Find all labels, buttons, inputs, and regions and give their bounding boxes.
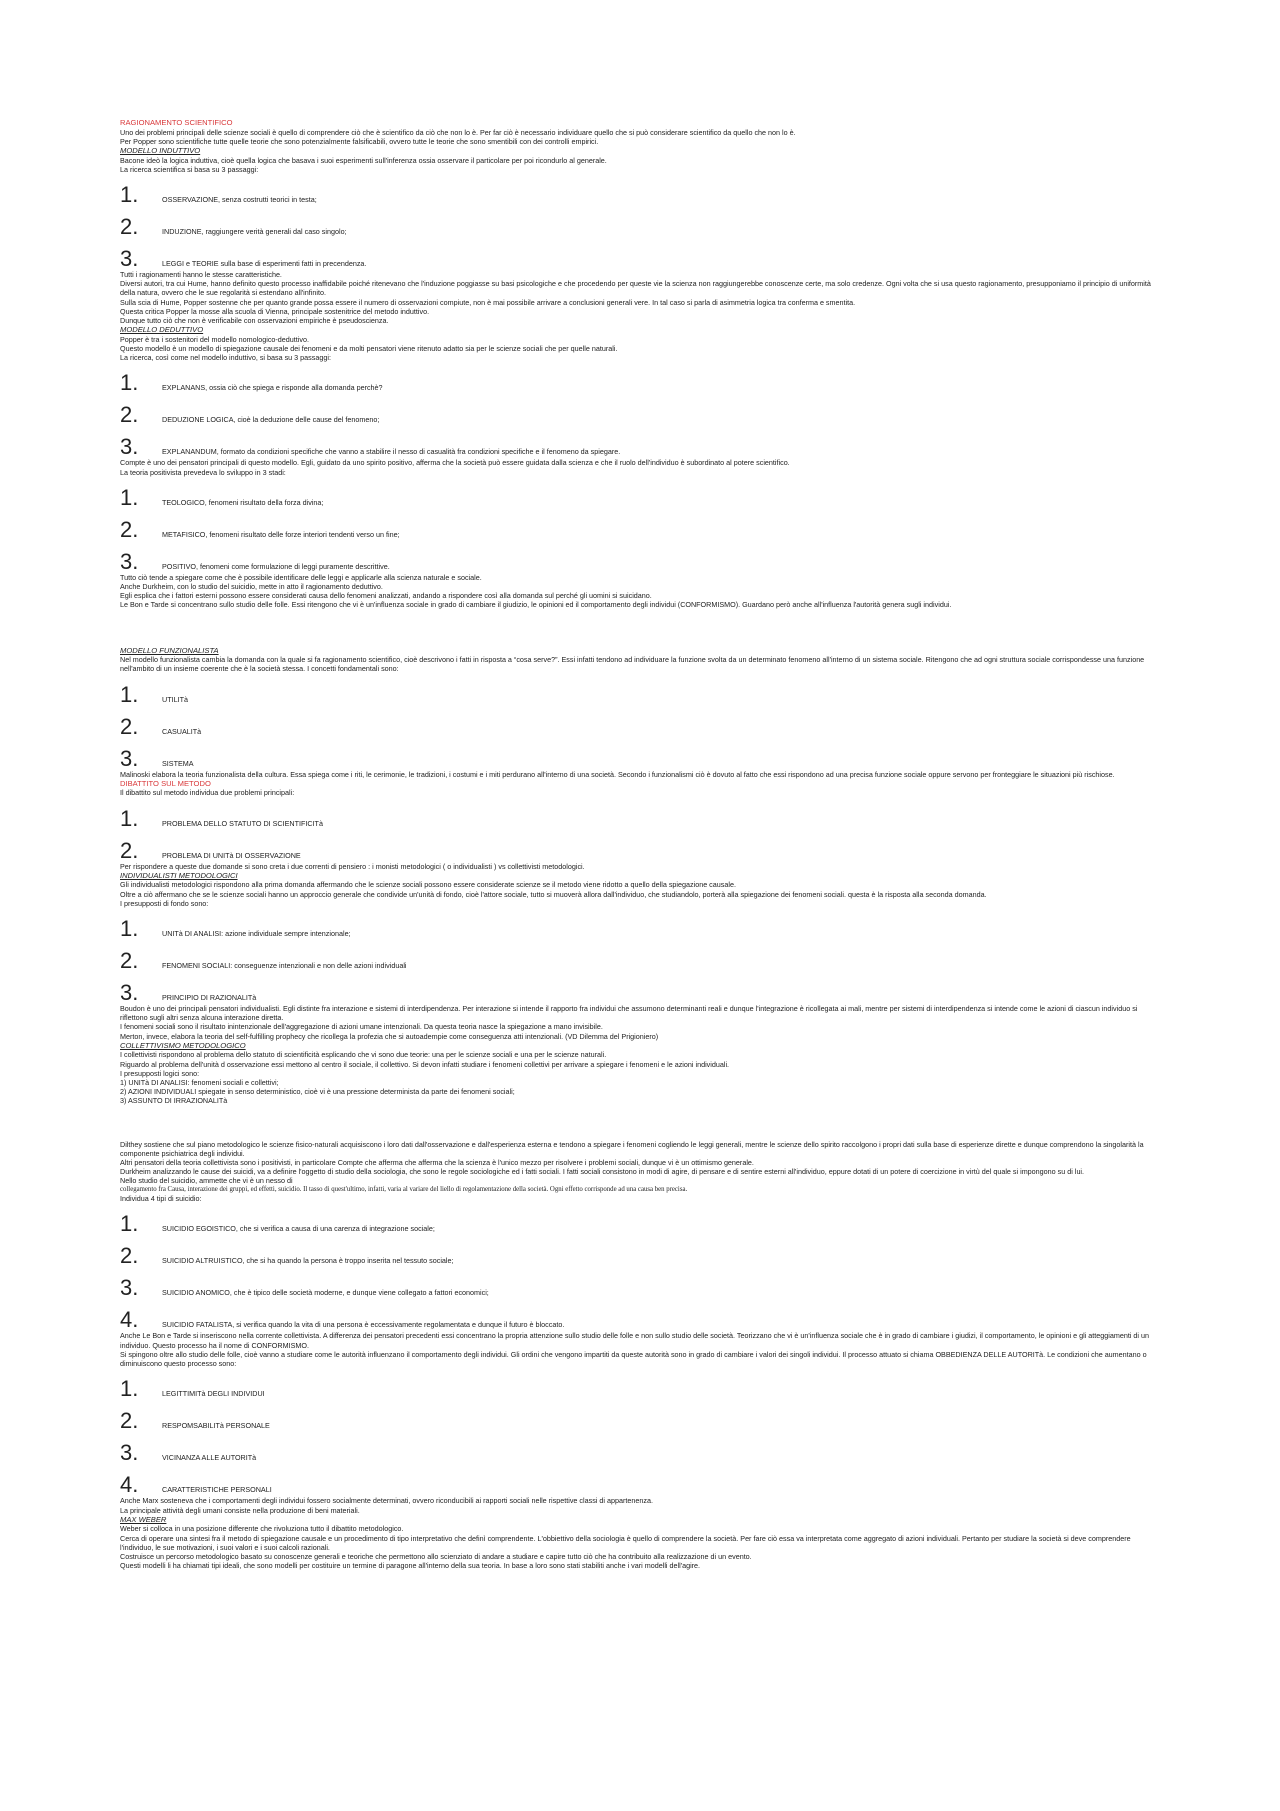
list-item xyxy=(120,394,1160,426)
list-item xyxy=(120,706,1160,738)
paragraph: I collettivisti rispondono al problema dello statuto di scientificità esplicando che vi sono due teorie: una per le scienze sociali e una per le scienze naturali. xyxy=(120,1050,607,1060)
section-heading: COLLETTIVISMO METODOLOGICO xyxy=(120,1040,246,1050)
list-number: 1. xyxy=(120,1376,139,1402)
paragraph: Questi modelli li ha chiamati tipi ideali, che sono modelli per costituire un termine di paragone all'interno della sua teoria. In base a loro sono stati stabiliti anche i vari modelli dell'agire. xyxy=(120,1561,701,1571)
list-text: LEGITTIMITà DEGLI INDIVIDUI xyxy=(162,1389,265,1399)
paragraph: Uno dei problemi principali delle scienze sociali è quello di comprendere ciò che è scientifico da ciò che non lo è. Per far ciò è necessario individuare quello che si può considerare scientifico da quello che non lo è. xyxy=(120,127,796,137)
list-item xyxy=(120,1267,1160,1299)
list-text: PROBLEMA DI UNITà DI OSSERVAZIONE xyxy=(162,850,301,860)
list-number: 3. xyxy=(120,434,139,460)
list-item xyxy=(120,1464,1160,1496)
paragraph: Costruisce un percorso metodologico basato su conoscenze generali e teoriche che permettono allo scienziato di andare a studiare e capire tutto ciò che ha contribuito alla realizzazione di un evento. xyxy=(120,1551,752,1561)
paragraph: Tutti i ragionamenti hanno le stesse caratteristiche. xyxy=(120,270,282,279)
list-item xyxy=(120,206,1160,238)
list-text: DEDUZIONE LOGICA, cioè la deduzione delle cause del fenomeno; xyxy=(162,415,380,425)
list-item xyxy=(120,509,1160,541)
paragraph: Dunque tutto ciò che non è verificabile con osservazioni empiriche è pseudoscienza. xyxy=(120,316,389,326)
paragraph: Compte è uno dei pensatori principali di questo modello. Egli, guidato da uno spirito positivo, afferma che la società può essere guidata dalla scienza e che il ruolo dell'individuo è subordinato al potere scientifico. xyxy=(120,458,790,468)
paragraph: Tutto ciò tende a spiegare come che è possibile identificare delle leggi e applicarle alla scienza naturale e sociale. xyxy=(120,572,482,582)
section-heading: MODELLO DEDUTTIVO xyxy=(120,325,204,335)
paragraph: Egli esplica che i fattori esterni possono essere considerati causa dello fenomeni analizzati, andando a rispondere così alla domanda sul perché gli uomini si suicidano. xyxy=(120,591,652,601)
list-number: 3. xyxy=(120,1440,139,1466)
paragraph: La principale attività degli umani consiste nella produzione di beni materiali. xyxy=(120,1505,360,1515)
list-item xyxy=(120,362,1160,394)
list-item xyxy=(120,1400,1160,1432)
section-title: RAGIONAMENTO SCIENTIFICO xyxy=(120,118,233,127)
list-text: LEGGI e TEORIE sulla base di esperimenti fatti in precendenza. xyxy=(162,259,367,268)
paragraph: Anche Le Bon e Tarde si inseriscono nella corrente collettivista. A differenza dei pensatori precedenti essi concentrano la propria attenzione sullo studio delle folle e non sullo studio delle società. Teorizzano che vi è un'influenza sociale che è in grado di cambiare i giudizi, il comportamento, le opinioni e gli atteggiamenti di un individuo. Questo processo ha il nome di CONFORMISMO. xyxy=(120,1331,1150,1350)
list-text: SISTEMA xyxy=(162,758,194,768)
list-item xyxy=(120,1203,1160,1235)
paragraph: Le Bon e Tarde si concentrano sullo studio delle folle. Essi ritengono che vi è un'influenza sociale in grado di cambiare il giudizio, le opinioni ed il comportamento degli individui (CONFORMISMO). Guardano però anche all'influenza l'autorità genera sugli individui. xyxy=(120,600,952,610)
list-text: FENOMENI SOCIALI: conseguenze intenzionali e non delle azioni individuali xyxy=(162,961,407,971)
list-text: VICINANZA ALLE AUTORITà xyxy=(162,1453,257,1463)
list-text: TEOLOGICO, fenomeni risultato della forza divina; xyxy=(162,497,324,507)
paragraph: I presupposti logici sono: xyxy=(120,1068,200,1078)
list-text: UTILITà xyxy=(162,694,188,704)
paragraph: Bacone ideò la logica induttiva, cioè quella logica che basava i suoi esperimenti sull'inferenza ossia osservare il particolare per poi ricondurlo al generale. xyxy=(120,155,607,165)
list-text: SUICIDIO ALTRUISTICO, che si ha quando la persona è troppo inserita nel tessuto sociale; xyxy=(162,1256,454,1266)
paragraph: Diversi autori, tra cui Hume, hanno definito questo processo inaffidabile poiché ritenevano che l'induzione poggiasse su basi psicologiche e che procedendo per queste vie la scienza non raggiungerebbe conoscenze certe, ma solo credenze. Ogni volta che si usa questo ragionamento, presupponiamo il principio di uniformità della natura, ovvero che le sue regolarità si estendano all'infinito. xyxy=(120,279,1151,298)
paragraph: Individua 4 tipi di suicidio: xyxy=(120,1194,202,1204)
list-item xyxy=(120,940,1160,972)
section-heading: INDIVIDUALISTI METODOLOGICI xyxy=(120,870,238,880)
section-title: DIBATTITO SUL METODO xyxy=(120,778,211,788)
section-heading: MAX WEBER xyxy=(120,1514,167,1524)
paragraph: Per rispondere a queste due domande si sono creta i due correnti di pensiero : i monisti metodologici ( o individualisti ) vs collettivisti metodologici. xyxy=(120,861,585,871)
list-item xyxy=(120,541,1160,573)
document-page xyxy=(120,118,1160,1570)
list-number: 3. xyxy=(120,246,139,271)
list-text: SUICIDIO FATALISTA, si verifica quando la vita di una persona è eccessivamente regolamentata e dunque il futuro è bloccato. xyxy=(162,1320,565,1330)
paragraph: Sulla scia di Hume, Popper sostenne che per quanto grande possa essere il numero di osservazioni compiute, non è mai possibile arrivare a conclusioni generali vere. In tal caso si parla di asimmetria logica tra conferma e smentita. xyxy=(120,297,856,307)
paragraph: 2) AZIONI INDIVIDUALI spiegate in senso deterministico, cioè vi è una pressione determinista da parte dei fenomeni sociali; xyxy=(120,1087,515,1097)
paragraph: Questo modello è un modello di spiegazione causale dei fenomeni e da molti pensatori viene ritenuto adatto sia per le scienze sociali che per quelle naturali. xyxy=(120,344,618,354)
list-number: 1. xyxy=(120,805,139,831)
list-text: OSSERVAZIONE, senza costrutti teorici in testa; xyxy=(162,195,317,204)
list-number: 1. xyxy=(120,182,139,207)
paragraph: Weber si colloca in una posizione differente che rivoluziona tutto il dibattito metodologico. xyxy=(120,1524,404,1534)
list-text: PRINCIPIO DI RAZIONALITà xyxy=(162,993,257,1003)
list-number: 1. xyxy=(120,484,139,510)
list-item xyxy=(120,798,1160,830)
list-text: SUICIDIO EGOISTICO, che si verifica a causa di una carenza di integrazione sociale; xyxy=(162,1224,435,1234)
list-number: 1. xyxy=(120,370,139,396)
paragraph: Malinoski elabora la teoria funzionalista della cultura. Essa spiega come i riti, le cerimonie, le tradizioni, i costumi e i miti perdurano all'interno di una società. Secondo i funzionalismi ciò è dovuto al fatto che essi rispondono ad una precisa funzione sociale oppure servono per fronteggiare le situazioni più rischiose. xyxy=(120,769,1115,779)
list-item xyxy=(120,238,1160,270)
paragraph: Merton, invece, elabora la teoria del self-fulfilling prophecy che ricollega la profezia che si autoadempie come conseguenza atti intenzionali. (VD Dilemma del Prigioniero) xyxy=(120,1031,659,1041)
paragraph: La ricerca scientifica si basa su 3 passaggi: xyxy=(120,164,259,174)
paragraph: La teoria positivista prevedeva lo sviluppo in 3 stadi: xyxy=(120,467,286,477)
list-number: 3. xyxy=(120,1275,139,1301)
paragraph: Si spingono oltre allo studio delle folle, cioè vanno a studiare come le autorità influenzano il comportamento degli individui. Gli ordini che vengono impartiti da queste autorità sono in grado di cambiare i valori dei singoli individui. Il processo attuato si chiama OBBEDIENZA DELLE AUTORITà. Le condizioni che aumentano o diminuiscono questo processo sono: xyxy=(120,1349,1147,1369)
list-number: 2. xyxy=(120,948,139,974)
list-text: CASUALITà xyxy=(162,726,202,736)
list-text: PROBLEMA DELLO STATUTO DI SCIENTIFICITà xyxy=(162,818,323,828)
paragraph: I fenomeni sociali sono il risultato inintenzionale dell'aggregazione di azioni umane intenzionali. Da questa teoria nasce la spiegazione a mano invisibile. xyxy=(120,1022,603,1032)
list-number: 2. xyxy=(120,1408,139,1434)
list-text: EXPLANANS, ossia ciò che spiega e risponde alla domanda perchè? xyxy=(162,383,383,393)
paragraph: Durkheim analizzando le cause dei suicidi, va a definire l'oggetto di studio della sociologia, che sono le regole sociologiche ed i fatti sociali. I fatti sociali consistono in modi di agire, di pensare e di sentire esterni all'individuo, eppure dotati di un potere di coercizione in virtù del quale si impongono su di lui. xyxy=(120,1167,1085,1177)
paragraph: Anche Durkheim, con lo studio del suicidio, mette in atto il ragionamento deduttivo. xyxy=(120,582,383,592)
spacer xyxy=(120,610,1160,646)
list-number: 3. xyxy=(120,980,139,1006)
list-number: 2. xyxy=(120,837,139,863)
list-number: 2. xyxy=(120,402,139,428)
list-item xyxy=(120,1299,1160,1331)
list-number: 1. xyxy=(120,681,139,707)
list-item xyxy=(120,972,1160,1004)
list-item xyxy=(120,830,1160,862)
list-text: EXPLANANDUM, formato da condizioni specifiche che vanno a stabilire il nesso di casualità fra condizioni specifiche e il fenomeno da spiegare. xyxy=(162,447,621,457)
list-number: 1. xyxy=(120,916,139,942)
section-heading: MODELLO INDUTTIVO xyxy=(120,146,201,155)
paragraph: Riguardo al problema dell'unità d osservazione essi mettono al centro il sociale, il collettivo. Si devon infatti studiare i fenomeni collettivi per arrivare a spiegare i fenomeni e le azioni individuali. xyxy=(120,1059,730,1069)
paragraph: collegamento fra Causa, interazione dei gruppi, ed effetti, suicidio. Il tasso di quest'ultimo, infatti, varia al variare del liello di regolamentazione della società. Ogni effetto corrisponde ad una causa ben precisa. xyxy=(120,1185,688,1193)
paragraph: Anche Marx sosteneva che i comportamenti degli individui fossero socialmente determinati, ovvero riconducibili ai rapporti sociali nelle rispettive classi di appartenenza. xyxy=(120,1496,653,1506)
paragraph: La ricerca, così come nel modello induttivo, si basa su 3 passaggi: xyxy=(120,353,331,363)
list-number: 2. xyxy=(120,1243,139,1269)
paragraph: Altri pensatori della teoria collettivista sono i positivisti, in particolare Compte che afferma che afferma che la scienza è l'unico mezzo per risolvere i problemi sociali, dunque vi è un ottimismo generale. xyxy=(120,1158,754,1168)
list-item xyxy=(120,674,1160,706)
paragraph: Nello studio del suicidio, ammette che vi è un nesso di xyxy=(120,1176,293,1186)
paragraph: Boudon è uno dei principali pensatori individualisti. Egli distinte fra interazione e sistemi di interdipendenza. Per interazione si intende il rapporto fra individui che assumono determinanti reali e dunque l'integrazione è ricollegata ai mali, mentre per sistemi di interdipendenza si intende come le azioni di ciascun individuo si riflettono sugli altri senza alcuna interazione diretta. xyxy=(120,1004,1138,1023)
list-number: 2. xyxy=(120,713,139,739)
list-item xyxy=(120,426,1160,458)
list-item xyxy=(120,908,1160,940)
paragraph: 1) UNITà DI ANALISI: fenomeni sociali e collettivi; xyxy=(120,1078,279,1088)
list-item xyxy=(120,1368,1160,1400)
list-number: 3. xyxy=(120,745,139,771)
paragraph: Questa critica Popper la mosse alla scuola di Vienna, principale sostenitrice del metodo induttivo. xyxy=(120,306,430,316)
list-number: 3. xyxy=(120,548,139,574)
paragraph: Cerca di operare una sintesi fra il metodo di spiegazione causale e un procedimento di tipo interpretativo che definì comprendente. L'obbiettivo della sociologia è quello di comprendere la società. Per fare ciò essa va interpretata come aggregato di azioni individuali. Pertanto per studiare la società si deve comprendere l'individuo, le sue motivazioni, i suoi valori e i suoi calcoli razionali. xyxy=(120,1533,1131,1552)
paragraph: Gli individualisti metodologici rispondono alla prima domanda affermando che le scienze sociali possono essere considerate scienze se il metodo viene ridotto a quello della spiegazione causale. xyxy=(120,880,736,890)
list-number: 2. xyxy=(120,214,139,239)
list-text: SUICIDIO ANOMICO, che è tipico delle società moderne, e dunque viene collegato a fattori economici; xyxy=(162,1288,489,1298)
list-number: 4. xyxy=(120,1307,139,1333)
paragraph: Il dibattito sul metodo individua due problemi principali: xyxy=(120,788,295,798)
paragraph: Popper è tra i sostenitori del modello nomologico-deduttivo. xyxy=(120,334,309,344)
list-number: 4. xyxy=(120,1472,139,1498)
list-item xyxy=(120,174,1160,206)
list-item xyxy=(120,1235,1160,1267)
paragraph: Nel modello funzionalista cambia la domanda con la quale si fa ragionamento scientifico, cioè descrivono i fatti in risposta a “cosa serve?”. Essi infatti tendono ad individuare la funzione svolta da un determinato fenomeno all'interno di un sistema sociale. Ritengono che ad ogni struttura sociale corrispondesse una funzione nell'ambito di un insieme coerente che è la società stessa. I concetti fondamentali sono: xyxy=(120,655,1145,674)
list-number: 1. xyxy=(120,1211,139,1237)
section-heading: MODELLO FUNZIONALISTA xyxy=(120,645,219,655)
list-text: METAFISICO, fenomeni risultato delle forze interiori tendenti verso un fine; xyxy=(162,529,400,539)
list-text: RESPOMSABILITà PERSONALE xyxy=(162,1421,270,1431)
paragraph: 3) ASSUNTO DI IRRAZIONALITà xyxy=(120,1096,228,1106)
spacer xyxy=(120,1106,1160,1140)
paragraph: Per Popper sono scientifiche tutte quelle teorie che sono potenzialmente falsificabili, ovvero tutte le teorie che sono smentibili con dei controlli empirici. xyxy=(120,136,599,146)
paragraph: Dilthey sostiene che sul piano metodologico le scienze fisico-naturali acquisiscono i loro dati dall'osservazione e dall'esperienza esterna e tendono a spiegare i fenomeni cogliendo le leggi generali, mentre le scienze dello spirito raccolgono i propri dati sulla base di esperienze dirette e dunque comprendono la singolarità la componente psichiatrica degli individui. xyxy=(120,1139,1144,1158)
paragraph: Oltre a ciò affermano che se le scienze sociali hanno un approccio generale che condivide un'unità di fondo, cioè l'attore sociale, tutto si muoverà allora dall'individuo, che studiandolo, porterà alla spiegazione dei fenomeni sociali. questa è la risposta alla seconda domanda. xyxy=(120,889,987,899)
list-item xyxy=(120,1432,1160,1464)
list-text: CARATTERISTICHE PERSONALI xyxy=(162,1485,272,1495)
list-item xyxy=(120,477,1160,509)
list-number: 2. xyxy=(120,516,139,542)
list-text: POSITIVO, fenomeni come formulazione di leggi puramente descrittive. xyxy=(162,561,390,571)
list-text: UNITà DI ANALISI: azione individuale sempre intenzionale; xyxy=(162,929,351,939)
paragraph: I presupposti di fondo sono: xyxy=(120,898,209,908)
list-text: INDUZIONE, raggiungere verità generali dal caso singolo; xyxy=(162,227,347,236)
list-item xyxy=(120,738,1160,770)
